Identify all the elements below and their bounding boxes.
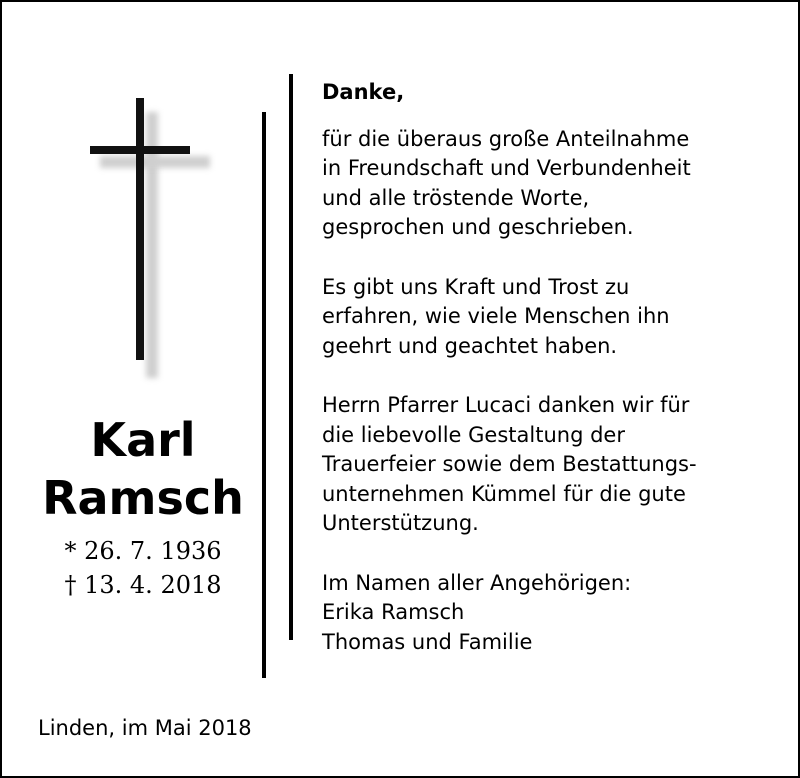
text-line: gesprochen und geschrieben. xyxy=(322,215,634,239)
divider-right xyxy=(289,74,293,640)
text-line: Es gibt uns Kraft und Trost zu xyxy=(322,274,630,299)
deceased-last-name: Ramsch xyxy=(42,471,244,525)
paragraph-comfort xyxy=(322,273,782,362)
signature xyxy=(322,569,782,658)
text-line: unternehmen Kümmel für die gute xyxy=(322,481,686,506)
cross-vertical-bar xyxy=(136,98,144,360)
cross-shadow-horizontal xyxy=(100,156,210,168)
text-line: und alle tröstende Worte, xyxy=(322,185,590,210)
text-line: für die überaus große Anteilnahme xyxy=(322,126,690,151)
cross-icon xyxy=(90,98,210,378)
divider-left xyxy=(262,112,266,678)
cross-horizontal-bar xyxy=(90,146,190,154)
text-line: Herrn Pfarrer Lucaci danken wir für xyxy=(322,393,690,417)
text-line: Unterstützung. xyxy=(322,511,479,535)
deceased-first-name: Karl xyxy=(90,413,196,467)
text-line: die liebevolle Gestaltung der xyxy=(322,422,625,447)
text-line: Trauerfeier sowie dem Bestattungs- xyxy=(322,452,697,476)
text-line: in Freundschaft und Verbundenheit xyxy=(322,156,691,180)
paragraph-acknowledgements xyxy=(322,391,782,539)
thank-you-text xyxy=(322,78,782,687)
signature-line: Erika Ramsch xyxy=(322,600,465,624)
paragraph-sympathy xyxy=(322,125,782,243)
thanks-heading: Danke, xyxy=(322,80,405,104)
place-and-date: Linden, im Mai 2018 xyxy=(38,716,252,740)
text-line: geehrt und geachtet haben. xyxy=(322,333,618,358)
signature-line: Im Namen aller Angehörigen: xyxy=(322,570,632,595)
death-date: † 13. 4. 2018 xyxy=(64,571,222,599)
signature-line: Thomas und Familie xyxy=(322,629,533,654)
birth-date: * 26. 7. 1936 xyxy=(64,537,222,565)
text-line: erfahren, wie viele Menschen ihn xyxy=(322,304,670,328)
